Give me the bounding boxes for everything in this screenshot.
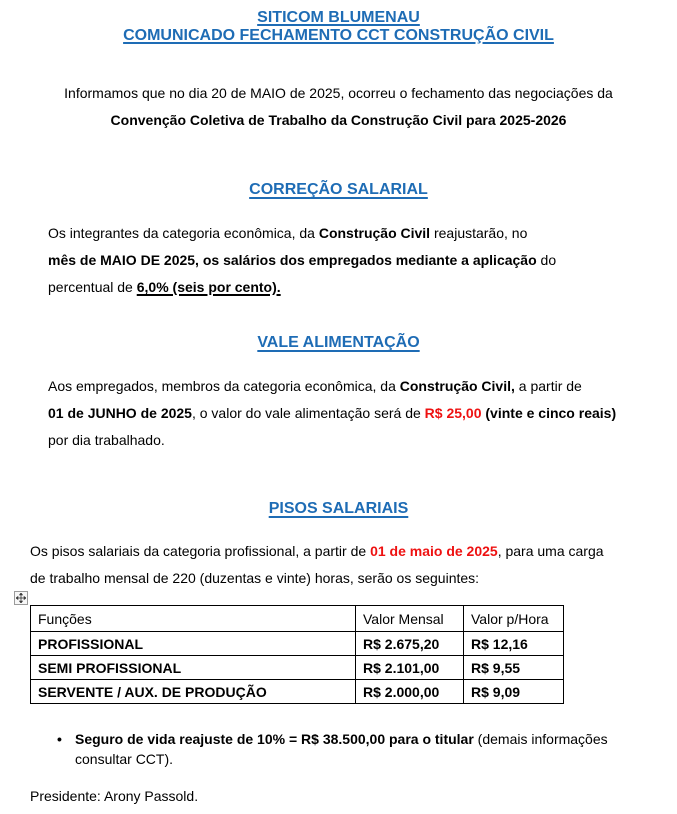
text-run: , para uma carga — [497, 543, 604, 559]
bullet-icon: • — [57, 731, 62, 747]
intro-paragraph — [0, 80, 677, 134]
col-header-valor-hora: Valor p/Hora — [464, 606, 564, 632]
pisos-paragraph — [30, 538, 653, 592]
cell-valor-hora: R$ 12,16 — [464, 632, 564, 656]
text-run: , o valor do vale alimentação será de — [191, 405, 425, 421]
text-run-bold: (vinte e cinco reais) — [481, 405, 617, 421]
cell-valor-mensal: R$ 2.000,00 — [356, 680, 464, 704]
pisos-table-container — [30, 605, 563, 704]
heading-text: CORREÇÃO SALARIAL — [249, 181, 428, 198]
cell-valor-hora: R$ 9,09 — [464, 680, 564, 704]
text-run: do — [536, 252, 557, 268]
title-line-2: COMUNICADO FECHAMENTO CCT CONSTRUÇÃO CIVIL — [123, 27, 554, 44]
cell-valor-hora: R$ 9,55 — [464, 656, 564, 680]
document-title — [0, 0, 677, 45]
president-signature: Presidente: Arony Passold. — [30, 788, 199, 804]
section-heading-pisos-salariais — [0, 500, 677, 518]
title-line-1: SITICOM BLUMENAU — [257, 9, 420, 26]
cell-funcao: SERVENTE / AUX. DE PRODUÇÃO — [31, 680, 356, 704]
table-row — [31, 632, 564, 656]
section-heading-correcao-salarial — [0, 181, 677, 199]
vale-paragraph — [48, 373, 653, 454]
section-heading-vale-alimentacao — [0, 334, 677, 352]
text-run: reajustarão, no — [430, 225, 528, 241]
cell-valor-mensal: R$ 2.675,20 — [356, 632, 464, 656]
cell-valor-mensal: R$ 2.101,00 — [356, 656, 464, 680]
pisos-table — [30, 605, 564, 704]
correcao-paragraph — [48, 220, 653, 301]
text-run: a partir de — [514, 378, 582, 394]
col-header-funcoes: Funções — [31, 606, 356, 632]
text-run: consultar CCT). — [75, 751, 174, 767]
text-run-bold: mês de MAIO DE 2025, os salários dos empregados mediante a aplicação — [48, 252, 537, 268]
heading-text: VALE ALIMENTAÇÃO — [257, 334, 420, 351]
table-header-row — [31, 606, 564, 632]
table-row — [31, 680, 564, 704]
text-run: Aos empregados, membros da categoria econômica, da — [48, 378, 400, 394]
pisos-date-red: 01 de maio de 2025 — [370, 543, 498, 559]
text-run: Os integrantes da categoria econômica, da — [48, 225, 319, 241]
intro-line-1: Informamos que no dia 20 de MAIO de 2025, ocorreu o fechamento das negociações da — [64, 85, 613, 101]
cell-funcao: SEMI PROFISSIONAL — [31, 656, 356, 680]
text-run: de trabalho mensal de 220 (duzentas e vinte) horas, serão os seguintes: — [30, 570, 480, 586]
cell-funcao: PROFISSIONAL — [31, 632, 356, 656]
text-run-bold: Construção Civil — [318, 225, 431, 241]
intro-line-2: Convenção Coletiva de Trabalho da Construção Civil para 2025-2026 — [110, 112, 567, 128]
vale-value-red: R$ 25,00 — [424, 405, 482, 421]
col-header-valor-mensal: Valor Mensal — [356, 606, 464, 632]
text-run: percentual de — [48, 279, 137, 295]
table-move-handle-icon[interactable] — [14, 591, 28, 605]
text-run: (demais informações — [473, 731, 608, 747]
heading-text: PISOS SALARIAIS — [268, 500, 409, 517]
bullet-text — [75, 729, 637, 769]
text-run-bold: 01 de JUNHO de 2025 — [48, 405, 192, 421]
text-run-bold: Seguro de vida reajuste de 10% = R$ 38.500,00 para o titular — [75, 731, 474, 747]
table-row — [31, 656, 564, 680]
seguro-bullet-item — [57, 729, 637, 769]
text-run-bold-underline: 6,0% (seis por cento). — [136, 279, 281, 295]
text-run: Os pisos salariais da categoria profissional, a partir de — [30, 543, 371, 559]
text-run-bold: Construção Civil, — [399, 378, 515, 394]
text-run: por dia trabalhado. — [48, 432, 165, 448]
